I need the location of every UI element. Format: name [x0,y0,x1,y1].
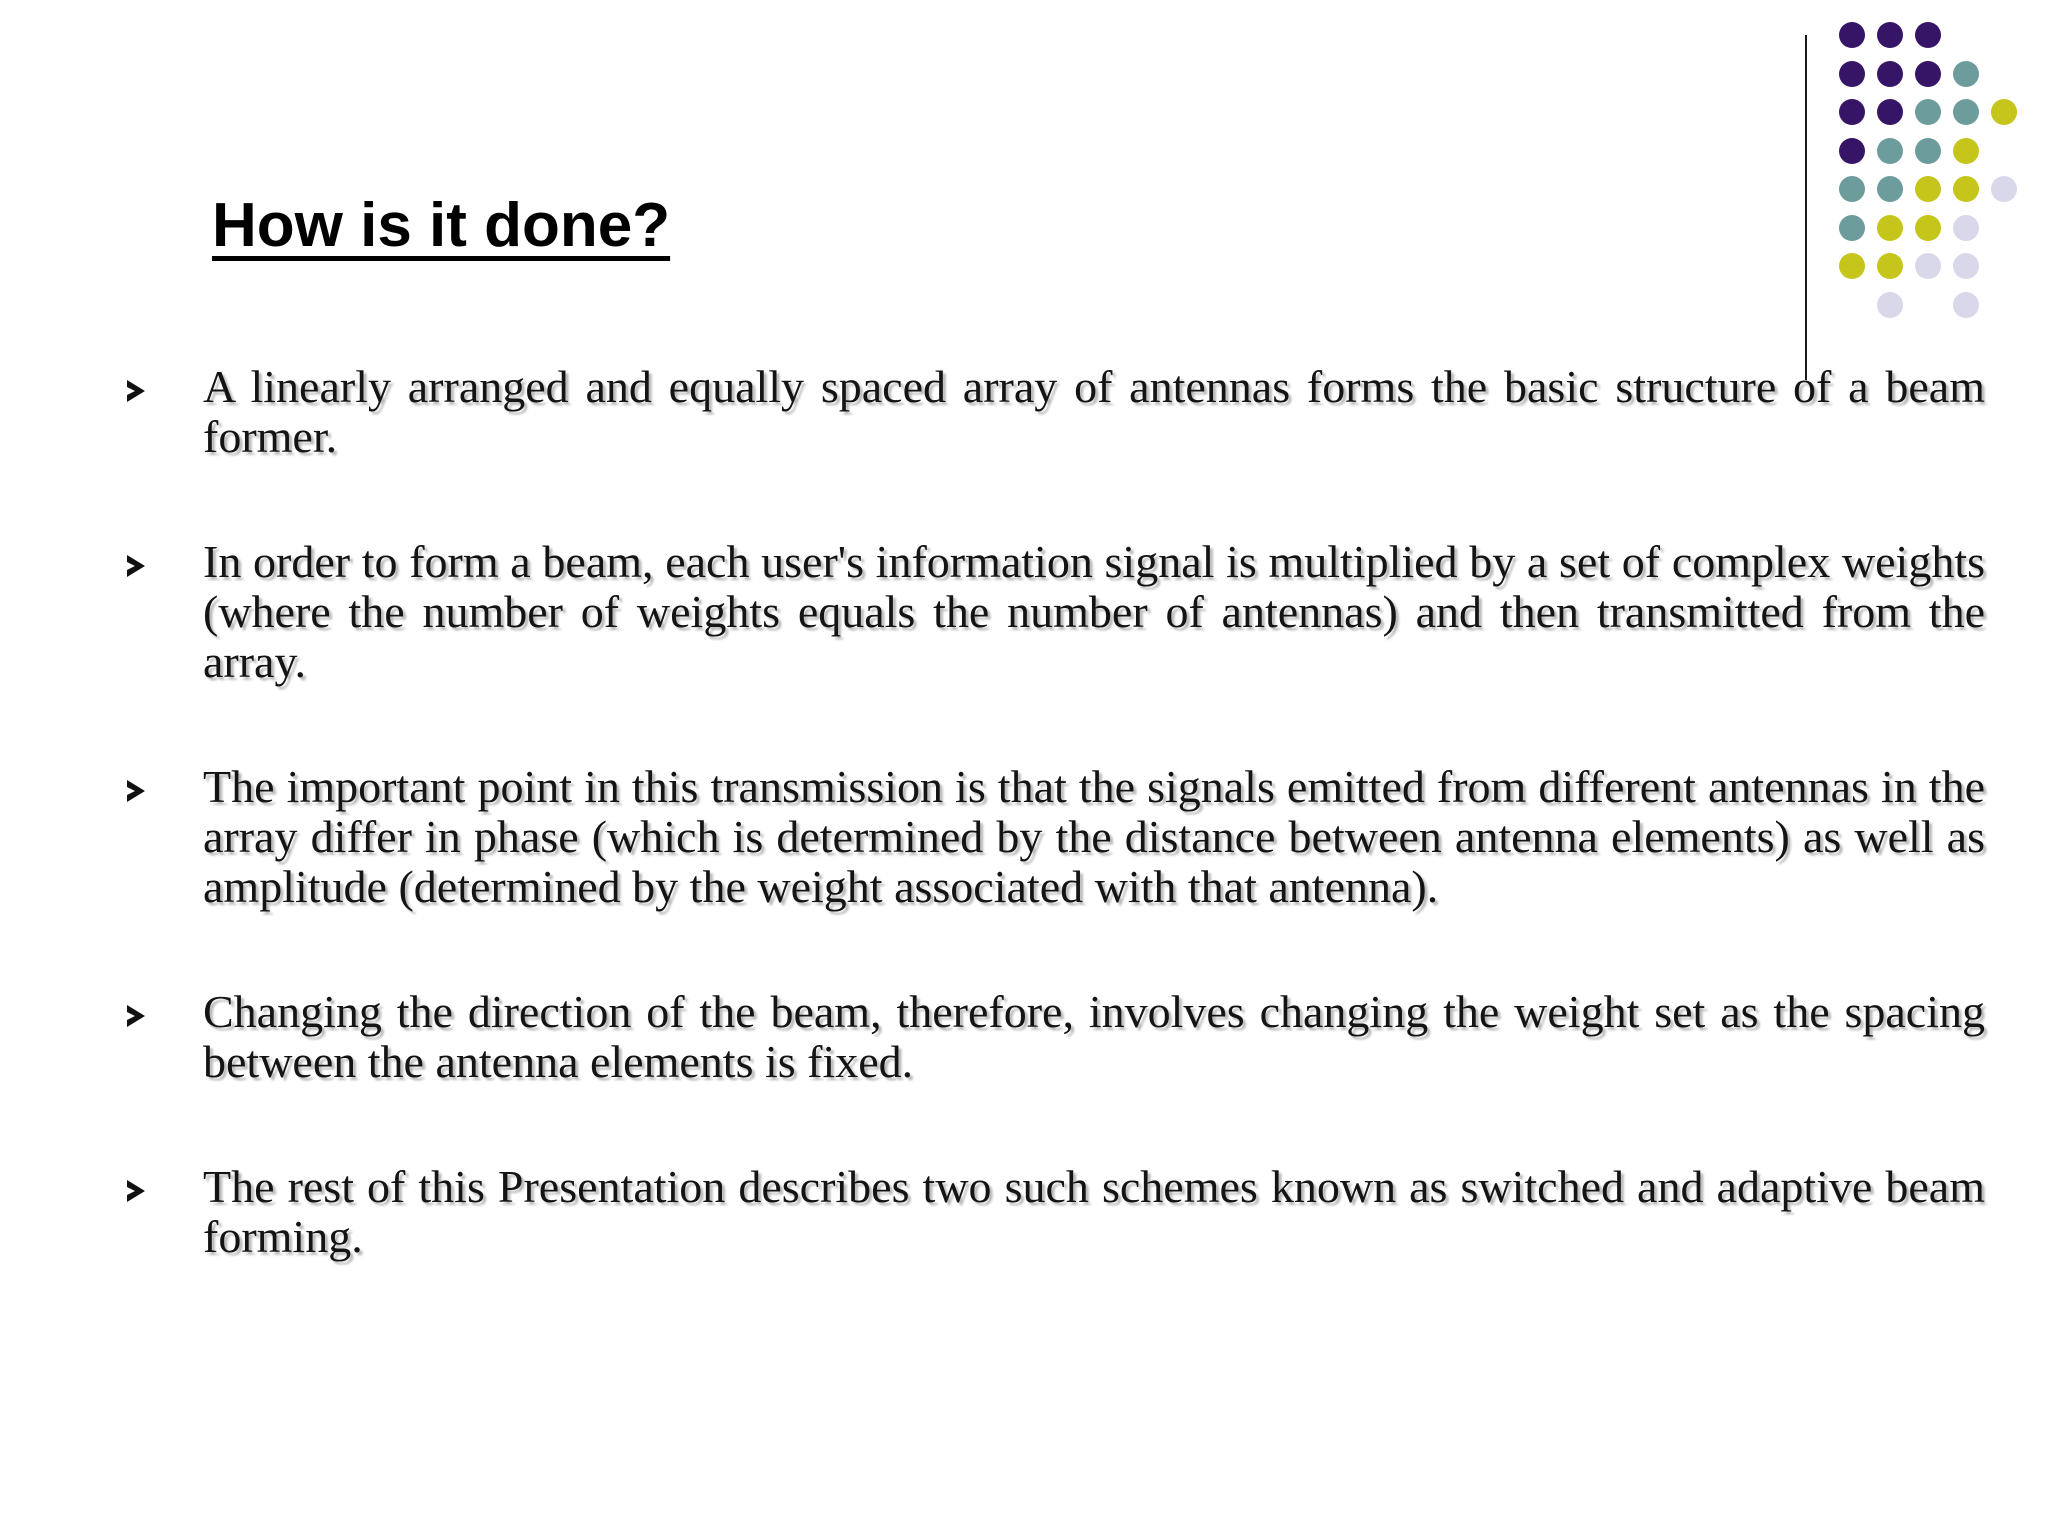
dot-olive [1991,99,2017,125]
dot-purple [1877,61,1903,87]
dot-lavender [1991,176,2017,202]
bullet-text: The rest of this Presentation describes two such schemes known as switched and adaptive beam forming. [203,1161,1985,1262]
bullet-item [125,987,1985,1087]
dot-teal [1953,99,1979,125]
dot-lavender [1877,292,1903,318]
arrowhead-bullet-icon [127,555,145,577]
arrowhead-bullet-icon [127,1180,145,1202]
dot-teal [1915,99,1941,125]
arrowhead-bullet-icon [127,780,145,802]
arrowhead-bullet-icon [127,1005,145,1027]
bullet-text: The important point in this transmission is that the signals emitted from different antennas in the array differ in phase (which is determined by the distance between antenna elements) as well as amplitude (determined by the weight associated with that antenna). [203,761,1985,912]
bullet-item [125,1162,1985,1262]
dot-olive [1953,176,1979,202]
dot-olive [1953,138,1979,164]
dot-olive [1915,215,1941,241]
dot-teal [1839,176,1865,202]
dot-olive [1839,253,1865,279]
dot-teal [1877,176,1903,202]
dot-olive [1915,176,1941,202]
bullet-text: Changing the direction of the beam, therefore, involves changing the weight set as the spacing between the antenna elements is fixed. [203,986,1985,1087]
dot-lavender [1915,253,1941,279]
dot-olive [1877,253,1903,279]
slide-title: How is it done? [212,191,671,260]
bullet-item [125,537,1985,687]
dot-teal [1839,215,1865,241]
bullet-item [125,762,1985,912]
arrowhead-bullet-icon [127,380,145,402]
bullet-list [125,362,1985,1262]
dot-lavender [1953,253,1979,279]
dot-purple [1839,138,1865,164]
bullet-text: In order to form a beam, each user's information signal is multiplied by a set of complex weights (where the number of weights equals the number of antennas) and then transmitted from the array. [203,536,1985,687]
dot-purple [1915,22,1941,48]
vertical-divider-line [1805,35,1807,380]
dot-purple [1877,99,1903,125]
dot-teal [1953,61,1979,87]
dot-lavender [1953,215,1979,241]
dot-olive [1877,215,1903,241]
dot-purple [1839,99,1865,125]
dot-teal [1877,138,1903,164]
bullet-text: A linearly arranged and equally spaced array of antennas forms the basic structure of a beam former. [203,361,1985,462]
dot-purple [1839,22,1865,48]
dot-purple [1877,22,1903,48]
bullet-item [125,362,1985,462]
dot-lavender [1953,292,1979,318]
dot-purple [1915,61,1941,87]
dot-teal [1915,138,1941,164]
dot-purple [1839,61,1865,87]
